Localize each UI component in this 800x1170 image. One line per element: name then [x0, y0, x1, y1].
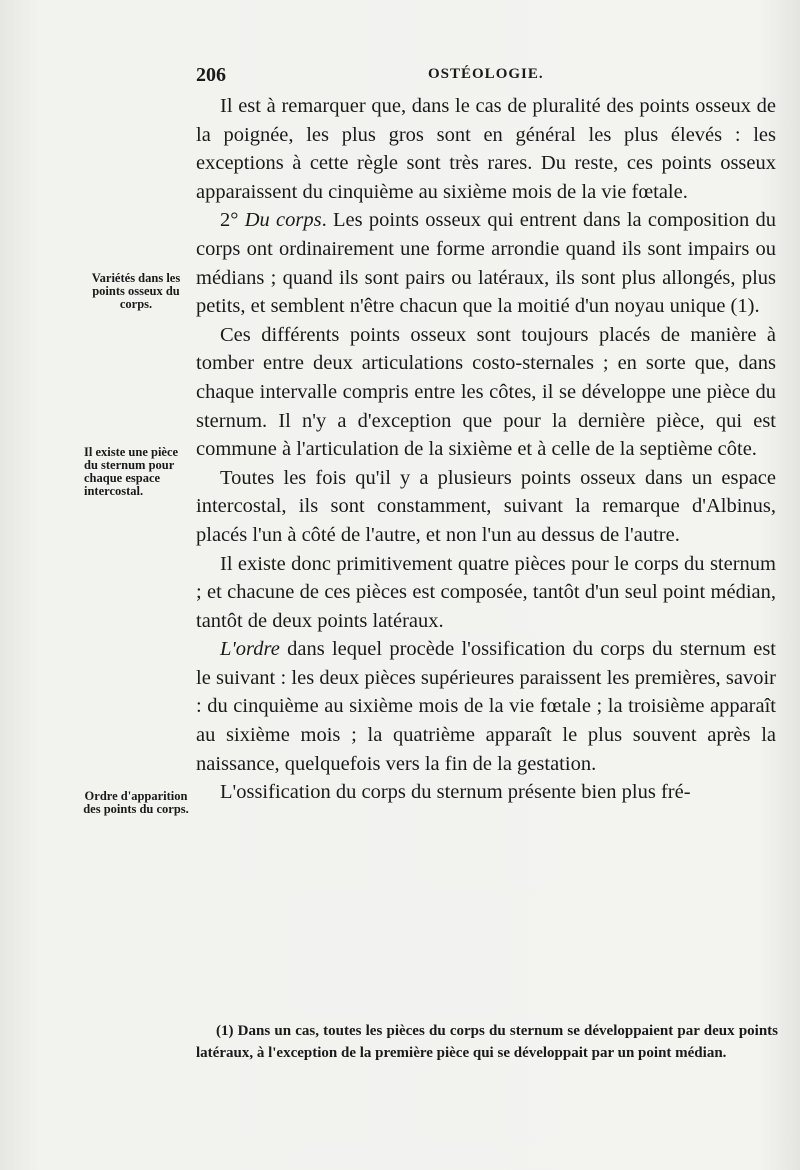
main-text	[196, 92, 776, 807]
paragraph-text: . Les points osseux qui entrent dans la composition du corps ont ordinairement une forme arrondie quand ils sont impairs ou médians ; quand ils sont pairs ou latéraux, ils sont plus allongés, plus petits, et semblent n'être chacun que la moitié d'un noyau unique (1).	[196, 209, 777, 318]
margin-note-varietes: Variétés dans les points osseux du corps.	[91, 271, 181, 311]
running-title: OSTÉOLOGIE.	[428, 66, 544, 82]
section-number: 2°	[220, 209, 245, 232]
paragraph-text: dans lequel procède l'ossification du corps du sternum est le suivant : les deux pièces supérieures paraissent les premières, savoir : du cinquième au sixième mois de la vie fœtale ; la troisième apparaît au sixième mois ; la quatrième apparaît le plus souvent après la naissance, quelquefois vers la fin de la gestation.	[196, 638, 776, 775]
paragraph: L'ossification du corps du sternum présente bien plus fré-	[220, 781, 691, 804]
margin-note-ordre: Ordre d'apparition des points du corps.	[83, 789, 189, 816]
margin-note-piece-sternum: Il existe une pièce du sternum pour chaque espace intercostal.	[84, 445, 179, 498]
paragraph: Il est à remarquer que, dans le cas de pluralité des points osseux de la poignée, les plus gros sont en général les plus élevés : les exceptions à cette règle sont très rares. Du reste, ces points osseux apparaissent du cinquième au sixième mois de la vie fœtale.	[196, 95, 776, 203]
emphasis-term: L'ordre	[220, 638, 280, 661]
section-title: Du corps	[244, 209, 322, 232]
paragraph: Toutes les fois qu'il y a plusieurs points osseux dans un espace intercostal, ils sont constamment, suivant la remarque d'Albinus, placés l'un à côté de l'autre, et non l'un au dessus de l'autre.	[196, 466, 776, 546]
paragraph: Ces différents points osseux sont toujours placés de manière à tomber entre deux articulations costo-sternales ; en sorte que, dans chaque intervalle compris entre les côtes, il se développe une pièce du sternum. Il n'y a d'exception que pour la dernière pièce, qui est commune à l'articulation de la sixième et à celle de la septième côte.	[196, 323, 776, 461]
page-header	[196, 64, 776, 88]
footnote	[196, 1020, 778, 1064]
paragraph	[196, 206, 776, 320]
page-number: 206	[196, 64, 226, 86]
paragraph	[196, 635, 776, 778]
footnote-text: (1) Dans un cas, toutes les pièces du corps du sternum se développaient par deux points latéraux, à l'exception de la première pièce qui se développait par un point médian.	[196, 1023, 778, 1061]
paragraph: Il existe donc primitivement quatre pièces pour le corps du sternum ; et chacune de ces pièces est composée, tantôt d'un seul point médian, tantôt de deux points latéraux.	[196, 552, 776, 632]
